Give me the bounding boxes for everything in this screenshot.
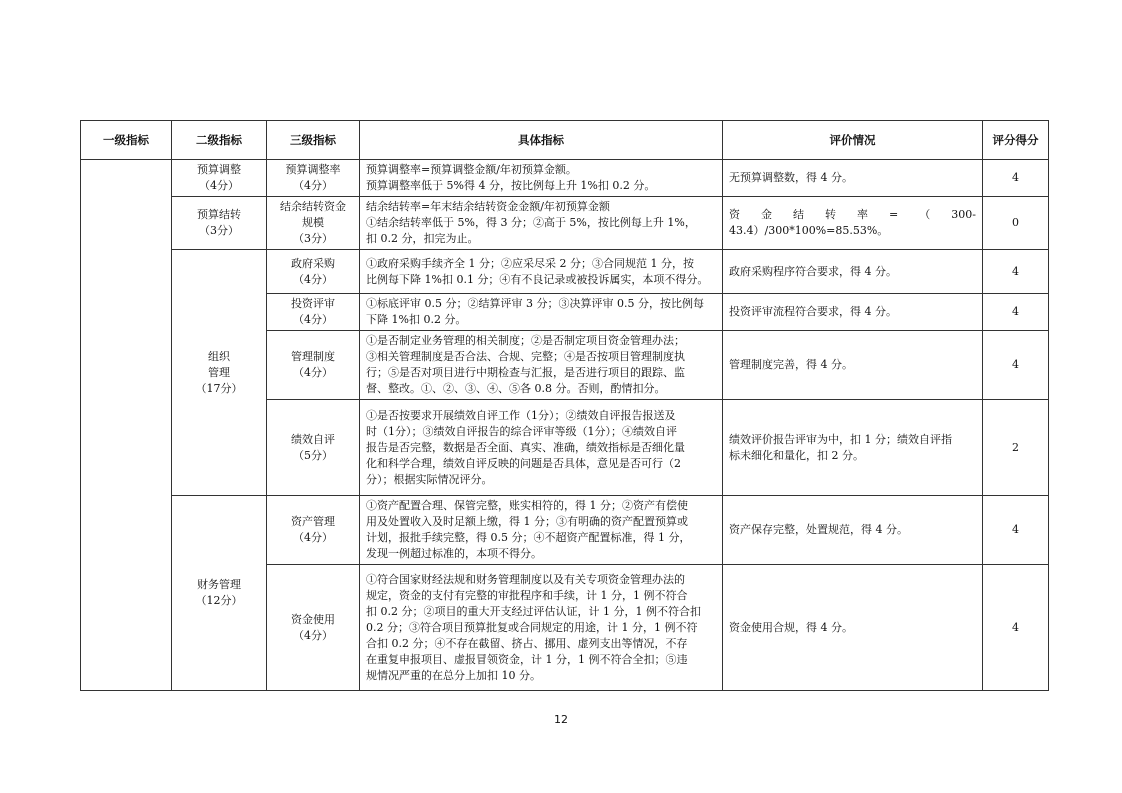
level2-cell: 组织 管理 （17分） bbox=[172, 250, 267, 496]
level3-cell: 投资评审 （4分） bbox=[267, 294, 360, 331]
table-row bbox=[81, 496, 1049, 565]
header-level1: 一级指标 bbox=[81, 121, 172, 160]
level3-cell: 资金使用 （4分） bbox=[267, 565, 360, 691]
spec-cell: ①资产配置合理、保管完整，账实相符的，得 1 分；②资产有偿使 用及处置收入及时足额上缴，得 1 分；③有明确的资产配置预算或 计划，报批手续完整，得 0.5 分；④不超资产配置标准，得 1 分， 发现一例超过标准的，本项不得分。 bbox=[360, 496, 723, 565]
level1-cell bbox=[81, 160, 172, 691]
table-row bbox=[81, 250, 1049, 294]
spec-cell: ①标底评审 0.5 分；②结算评审 3 分；③决算评审 0.5 分，按比例每 下降 1%扣 0.2 分。 bbox=[360, 294, 723, 331]
spec-cell: 预算调整率=预算调整金额/年初预算金额。 预算调整率低于 5%得 4 分，按比例每上升 1%扣 0.2 分。 bbox=[360, 160, 723, 197]
level3-cell: 预算调整率 （4分） bbox=[267, 160, 360, 197]
score-cell: 4 bbox=[983, 496, 1049, 565]
evaluation-table bbox=[80, 120, 1049, 691]
header-specific: 具体指标 bbox=[360, 121, 723, 160]
level2-cell: 预算结转 （3分） bbox=[172, 197, 267, 250]
evaluation-cell: 资产保存完整，处置规范，得 4 分。 bbox=[723, 496, 983, 565]
spec-cell: ①符合国家财经法规和财务管理制度以及有关专项资金管理办法的 规定，资金的支付有完整的审批程序和手续，计 1 分，1 例不符合 扣 0.2 分；②项目的重大开支经过评估认证，计 1 分，1 例不符合扣 0.2 分；③符合项目预算批复或合同规定的用途，计 1 分，1 例不符 合扣 0.2 分；④不存在截留、挤占、挪用、虚列支出等情况，不存 在重复申报项目、虚报冒领资金，计 1 分，1 例不符合全扣；⑤违 规情况严重的在总分上加扣 10 分。 bbox=[360, 565, 723, 691]
header-score: 评分得分 bbox=[983, 121, 1049, 160]
page-number: 12 bbox=[554, 713, 568, 726]
spec-cell: 结余结转率=年末结余结转资金金额/年初预算金额 ①结余结转率低于 5%，得 3 分；②高于 5%，按比例每上升 1%， 扣 0.2 分，扣完为止。 bbox=[360, 197, 723, 250]
level3-cell: 绩效自评 （5分） bbox=[267, 400, 360, 496]
evaluation-cell: 绩效评价报告评审为中，扣 1 分；绩效自评指 标未细化和量化，扣 2 分。 bbox=[723, 400, 983, 496]
header-level3: 三级指标 bbox=[267, 121, 360, 160]
level2-cell: 预算调整 （4分） bbox=[172, 160, 267, 197]
level3-cell: 政府采购 （4分） bbox=[267, 250, 360, 294]
spec-cell: ①是否制定业务管理的相关制度；②是否制定项目资金管理办法； ③相关管理制度是否合法、合规、完整；④是否按项目管理制度执 行；⑤是否对项目进行中期检查与汇报，是否进行项目的跟踪、监 督、整改。①、②、③、④、⑤各 0.8 分。否则，酌情扣分。 bbox=[360, 331, 723, 400]
spec-cell: ①是否按要求开展绩效自评工作（1分）；②绩效自评报告报送及 时（1分）；③绩效自评报告的综合评审等级（1分）；④绩效自评 报告是否完整，数据是否全面、真实、准确，绩效指标是否细化量 化和科学合理，绩效自评反映的问题是否具体，意见是否可行（2 分）；根据实际情况评分。 bbox=[360, 400, 723, 496]
header-evaluation: 评价情况 bbox=[723, 121, 983, 160]
evaluation-cell: 投资评审流程符合要求，得 4 分。 bbox=[723, 294, 983, 331]
header-level2: 二级指标 bbox=[172, 121, 267, 160]
score-cell: 0 bbox=[983, 197, 1049, 250]
spec-cell: ①政府采购手续齐全 1 分；②应采尽采 2 分；③合同规范 1 分，按 比例每下降 1%扣 0.1 分；④有不良记录或被投诉属实，本项不得分。 bbox=[360, 250, 723, 294]
evaluation-cell: 资金使用合规，得 4 分。 bbox=[723, 565, 983, 691]
table-row bbox=[81, 160, 1049, 197]
score-cell: 4 bbox=[983, 250, 1049, 294]
score-cell: 4 bbox=[983, 565, 1049, 691]
header-row bbox=[81, 121, 1049, 160]
evaluation-cell: 管理制度完善，得 4 分。 bbox=[723, 331, 983, 400]
level2-cell: 财务管理 （12分） bbox=[172, 496, 267, 691]
table-row bbox=[81, 197, 1049, 250]
level3-cell: 管理制度 （4分） bbox=[267, 331, 360, 400]
score-cell: 4 bbox=[983, 331, 1049, 400]
evaluation-cell: 资金结转率=（300-43.4）/300*100%=85.53%。 bbox=[723, 197, 983, 250]
score-cell: 4 bbox=[983, 160, 1049, 197]
evaluation-cell: 政府采购程序符合要求，得 4 分。 bbox=[723, 250, 983, 294]
evaluation-cell: 无预算调整数，得 4 分。 bbox=[723, 160, 983, 197]
score-cell: 2 bbox=[983, 400, 1049, 496]
level3-cell: 资产管理 （4分） bbox=[267, 496, 360, 565]
level3-cell: 结余结转资金 规模 （3分） bbox=[267, 197, 360, 250]
score-cell: 4 bbox=[983, 294, 1049, 331]
